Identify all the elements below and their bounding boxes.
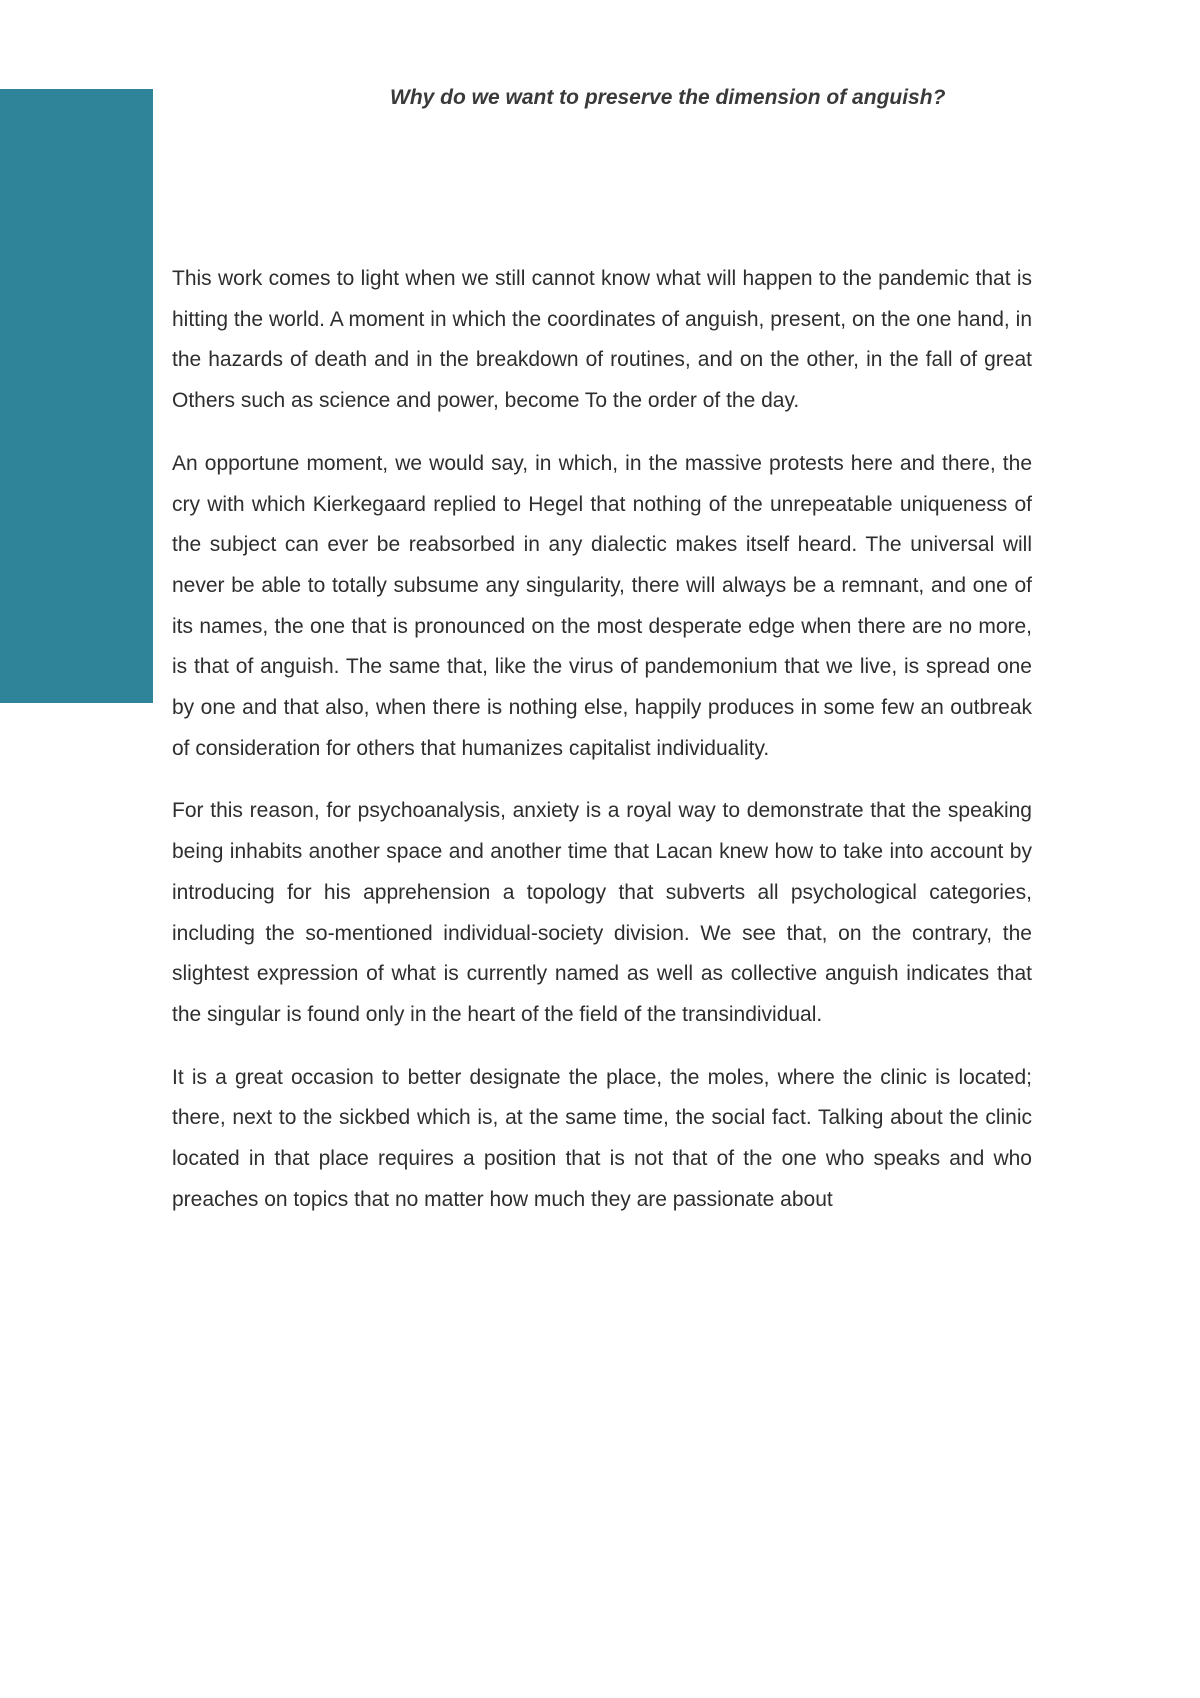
running-title: Why do we want to preserve the dimension of anguish? — [390, 86, 946, 109]
body-text — [172, 259, 1032, 1242]
side-color-bar — [0, 89, 153, 703]
paragraph: This work comes to light when we still cannot know what will happen to the pandemic that is hitting the world. A moment in which the coordinates of anguish, present, on the one hand, in the hazards of death and in the breakdown of routines, and on the other, in the fall of great Others such as science and power, become To the order of the day. — [172, 267, 1032, 413]
paragraph: It is a great occasion to better designate the place, the moles, where the clinic is located; there, next to the sickbed which is, at the same time, the social fact. Talking about the clinic located in that place requires a position that is not that of the one who speaks and who preaches on topics that no matter how much they are passionate about — [172, 1065, 1032, 1211]
paragraph: For this reason, for psychoanalysis, anxiety is a royal way to demonstrate that the speaking being inhabits another space and another time that Lacan knew how to take into account by introducing for his apprehension a topology that subverts all psychological categories, including the so-mentioned individual-society division. We see that, on the contrary, the slightest expression of what is currently named as well as collective anguish indicates that the singular is found only in the heart of the field of the transindividual. — [172, 799, 1032, 1026]
paragraph: An opportune moment, we would say, in which, in the massive protests here and there, the cry with which Kierkegaard replied to Hegel that nothing of the unrepeatable uniqueness of the subject can ever be reabsorbed in any dialectic makes itself heard. The universal will never be able to totally subsume any singularity, there will always be a remnant, and one of its names, the one that is pronounced on the most desperate edge when there are no more, is that of anguish. The same that, like the virus of pandemonium that we live, is spread one by one and that also, when there is nothing else, happily produces in some few an outbreak of consideration for others that humanizes capitalist individuality. — [172, 451, 1032, 760]
